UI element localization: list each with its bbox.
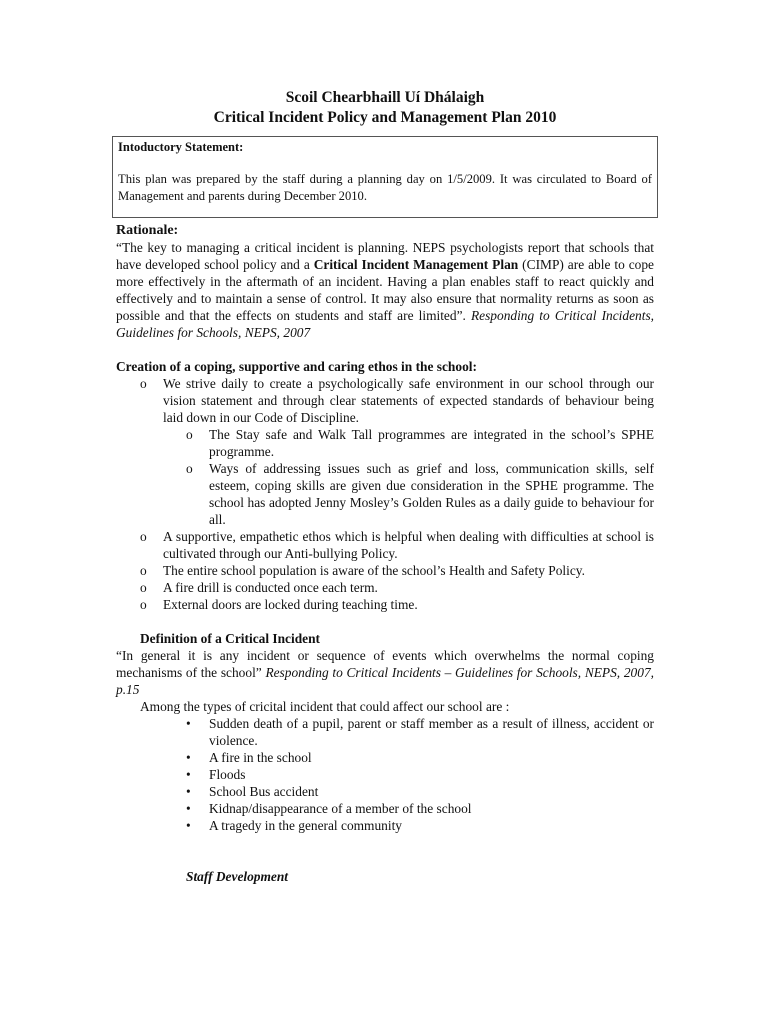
definition-quote: “In general it is any incident or sequence of events which overwhelms the normal coping mechanisms of the school” bbox=[116, 648, 654, 680]
document-title bbox=[116, 88, 654, 128]
bullet-icon: • bbox=[186, 818, 191, 833]
ethos-sublist bbox=[163, 426, 654, 528]
circle-bullet-icon: o bbox=[140, 580, 147, 595]
definition-source: Responding to Critical Incidents – Guidelines for Schools, NEPS, 2007, p.15 bbox=[116, 665, 654, 697]
introductory-statement-box bbox=[112, 136, 658, 218]
circle-bullet-icon: o bbox=[186, 461, 193, 476]
incident-type-text: Sudden death of a pupil, parent or staff member as a result of illness, accident or violence. bbox=[209, 716, 654, 748]
ethos-item-text: A supportive, empathetic ethos which is helpful when dealing with difficulties at school is cultivated through our Anti-bullying Policy. bbox=[163, 529, 654, 561]
ethos-subitem-text: The Stay safe and Walk Tall programmes are integrated in the school’s SPHE programme. bbox=[209, 427, 654, 459]
bullet-icon: • bbox=[186, 750, 191, 765]
list-item bbox=[116, 715, 654, 749]
school-name: Scoil Chearbhaill Uí Dhálaigh bbox=[285, 89, 485, 106]
policy-title: Critical Incident Policy and Management Plan 2010 bbox=[213, 109, 557, 126]
rationale-heading: Rationale: bbox=[116, 223, 179, 238]
ethos-item-text: A fire drill is conducted once each term. bbox=[163, 580, 378, 595]
rationale-paragraph bbox=[116, 239, 654, 341]
list-item bbox=[116, 817, 654, 834]
ethos-item-text: External doors are locked during teaching time. bbox=[163, 597, 418, 612]
rationale-cimp-bold: Critical Incident Management Plan bbox=[313, 257, 519, 272]
incident-type-text: School Bus accident bbox=[209, 784, 319, 799]
list-item bbox=[116, 562, 654, 579]
incident-type-text: Floods bbox=[209, 767, 246, 782]
incident-type-text: A tragedy in the general community bbox=[209, 818, 402, 833]
list-item bbox=[163, 426, 654, 460]
incident-types-intro: Among the types of cricital incident that could affect our school are : bbox=[140, 699, 510, 714]
intro-heading: Intoductory Statement: bbox=[118, 140, 244, 154]
ethos-heading: Creation of a coping, supportive and caring ethos in the school: bbox=[116, 359, 477, 374]
incident-type-text: Kidnap/disappearance of a member of the school bbox=[209, 801, 472, 816]
list-item bbox=[116, 579, 654, 596]
circle-bullet-icon: o bbox=[140, 376, 147, 391]
rationale-text-2: (CIMP) are able to cope more effectively in the aftermath of an incident. Having a plan enables staff to react quickly and effectively and to maintain a sense of control. It may also ensure that normality returns as soon as possible and that the effects on students and staff are limited”. bbox=[116, 257, 654, 323]
bullet-icon: • bbox=[186, 767, 191, 782]
definition-paragraph bbox=[116, 647, 654, 698]
ethos-item-text: The entire school population is aware of the school’s Health and Safety Policy. bbox=[163, 563, 585, 578]
incident-type-text: A fire in the school bbox=[209, 750, 312, 765]
list-item bbox=[116, 783, 654, 800]
list-item bbox=[116, 749, 654, 766]
ethos-item-text: We strive daily to create a psychologically safe environment in our school through our vision statement and through clear statements of expected standards of behaviour being laid down in our Code of Discipline. bbox=[163, 376, 654, 425]
circle-bullet-icon: o bbox=[140, 563, 147, 578]
bullet-icon: • bbox=[186, 716, 191, 731]
circle-bullet-icon: o bbox=[140, 529, 147, 544]
list-item bbox=[116, 766, 654, 783]
bullet-icon: • bbox=[186, 784, 191, 799]
circle-bullet-icon: o bbox=[186, 427, 193, 442]
circle-bullet-icon: o bbox=[140, 597, 147, 612]
list-item bbox=[116, 596, 654, 613]
document-page bbox=[116, 88, 654, 885]
intro-text: This plan was prepared by the staff during a planning day on 1/5/2009. It was circulated to Board of Management and parents during December 2010. bbox=[118, 172, 652, 203]
ethos-subitem-text: Ways of addressing issues such as grief and loss, communication skills, self esteem, coping skills are given due consideration in the SPHE programme. The school has adopted Jenny Mosley’s Golden Rules as a daily guide to behaviour for all. bbox=[209, 461, 654, 527]
list-item bbox=[116, 528, 654, 562]
rationale-text-1: “The key to managing a critical incident is planning. NEPS psychologists report that schools that have developed school policy and a bbox=[116, 240, 654, 272]
staff-development-heading: Staff Development bbox=[186, 869, 289, 884]
rationale-source: Responding to Critical Incidents, Guidelines for Schools, NEPS, 2007 bbox=[116, 308, 655, 340]
definition-heading: Definition of a Critical Incident bbox=[140, 631, 321, 646]
list-item bbox=[163, 460, 654, 528]
incident-types-list bbox=[116, 715, 654, 834]
list-item bbox=[116, 375, 654, 528]
ethos-list bbox=[116, 375, 654, 613]
list-item bbox=[116, 800, 654, 817]
bullet-icon: • bbox=[186, 801, 191, 816]
